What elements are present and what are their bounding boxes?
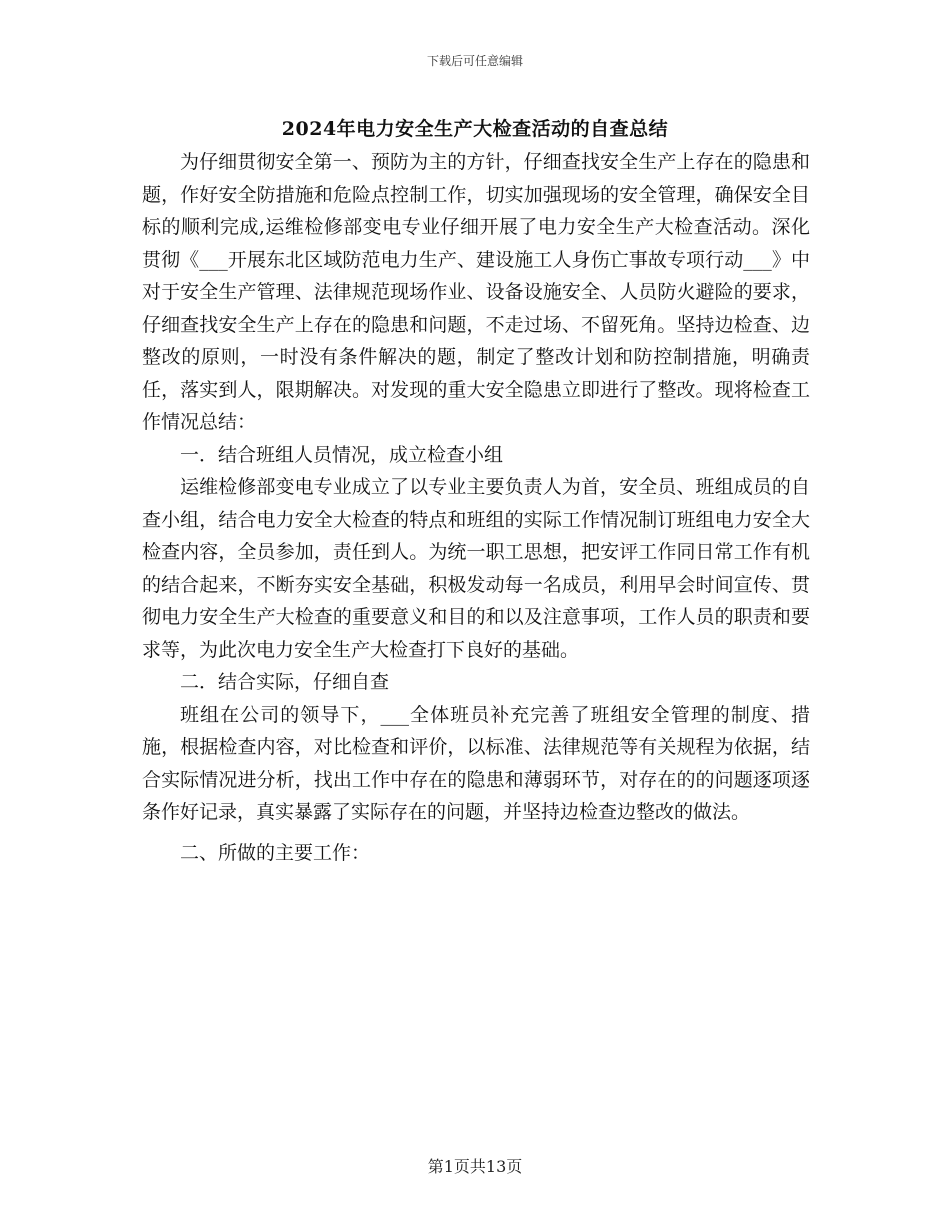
document-body bbox=[142, 146, 810, 869]
paragraph-section-1: 运维检修部变电专业成立了以专业主要负责人为首，安全员、班组成员的自查小组，结合电力安全大检查的特点和班组的实际工作情况制订班组电力安全大检查内容，全员参加，责任到人。为统一职工思想，把安评工作同日常工作有机的结合起来，不断夯实安全基础，积极发动每一名成员，利用早会时间宣传、贯彻电力安全生产大检查的重要意义和目的和以及注意事项，工作人员的职责和要求等，为此次电力安全生产大检查打下良好的基础。 bbox=[142, 476, 810, 661]
paragraph-intro: 为仔细贯彻安全第一、预防为主的方针，仔细查找安全生产上存在的隐患和题，作好安全防措施和危险点控制工作，切实加强现场的安全管理，确保安全目标的顺利完成,运维检修部变电专业仔细开展了电力安全生产大检查活动。深化贯彻《___开展东北区域防范电力生产、建设施工人身伤亡事故专项行动___》中对于安全生产管理、法律规范现场作业、设备设施安全、人员防火避险的要求，仔细查找安全生产上存在的隐患和问题，不走过场、不留死角。坚持边检查、边整改的原则，一时没有条件解决的题，制定了整改计划和防控制措施，明确责任，落实到人，限期解决。对发现的重大安全隐患立即进行了整改。现将检查工作情况总结： bbox=[142, 151, 810, 433]
paragraph-section-2: 班组在公司的领导下，___全体班员补充完善了班组安全管理的制度、措施，根据检查内容，对比检查和评价，以标准、法律规范等有关规程为依据，结合实际情况进分析，找出工作中存在的隐患和薄弱环节，对存在的的问题逐项逐条作好记录，真实暴露了实际存在的问题，并坚持边检查边整改的做法。 bbox=[142, 703, 810, 823]
page-header: 下载后可任意编辑 bbox=[426, 54, 523, 68]
document-title: 2024年电力安全生产大检查活动的自查总结 bbox=[281, 118, 669, 140]
section-heading-2: 二．结合实际，仔细自查 bbox=[180, 671, 390, 693]
page-number: 第1页共13页 bbox=[427, 1157, 523, 1176]
section-heading-3: 二、所做的主要工作： bbox=[180, 841, 371, 864]
section-heading-1: 一．结合班组人员情况，成立检查小组 bbox=[180, 443, 504, 466]
